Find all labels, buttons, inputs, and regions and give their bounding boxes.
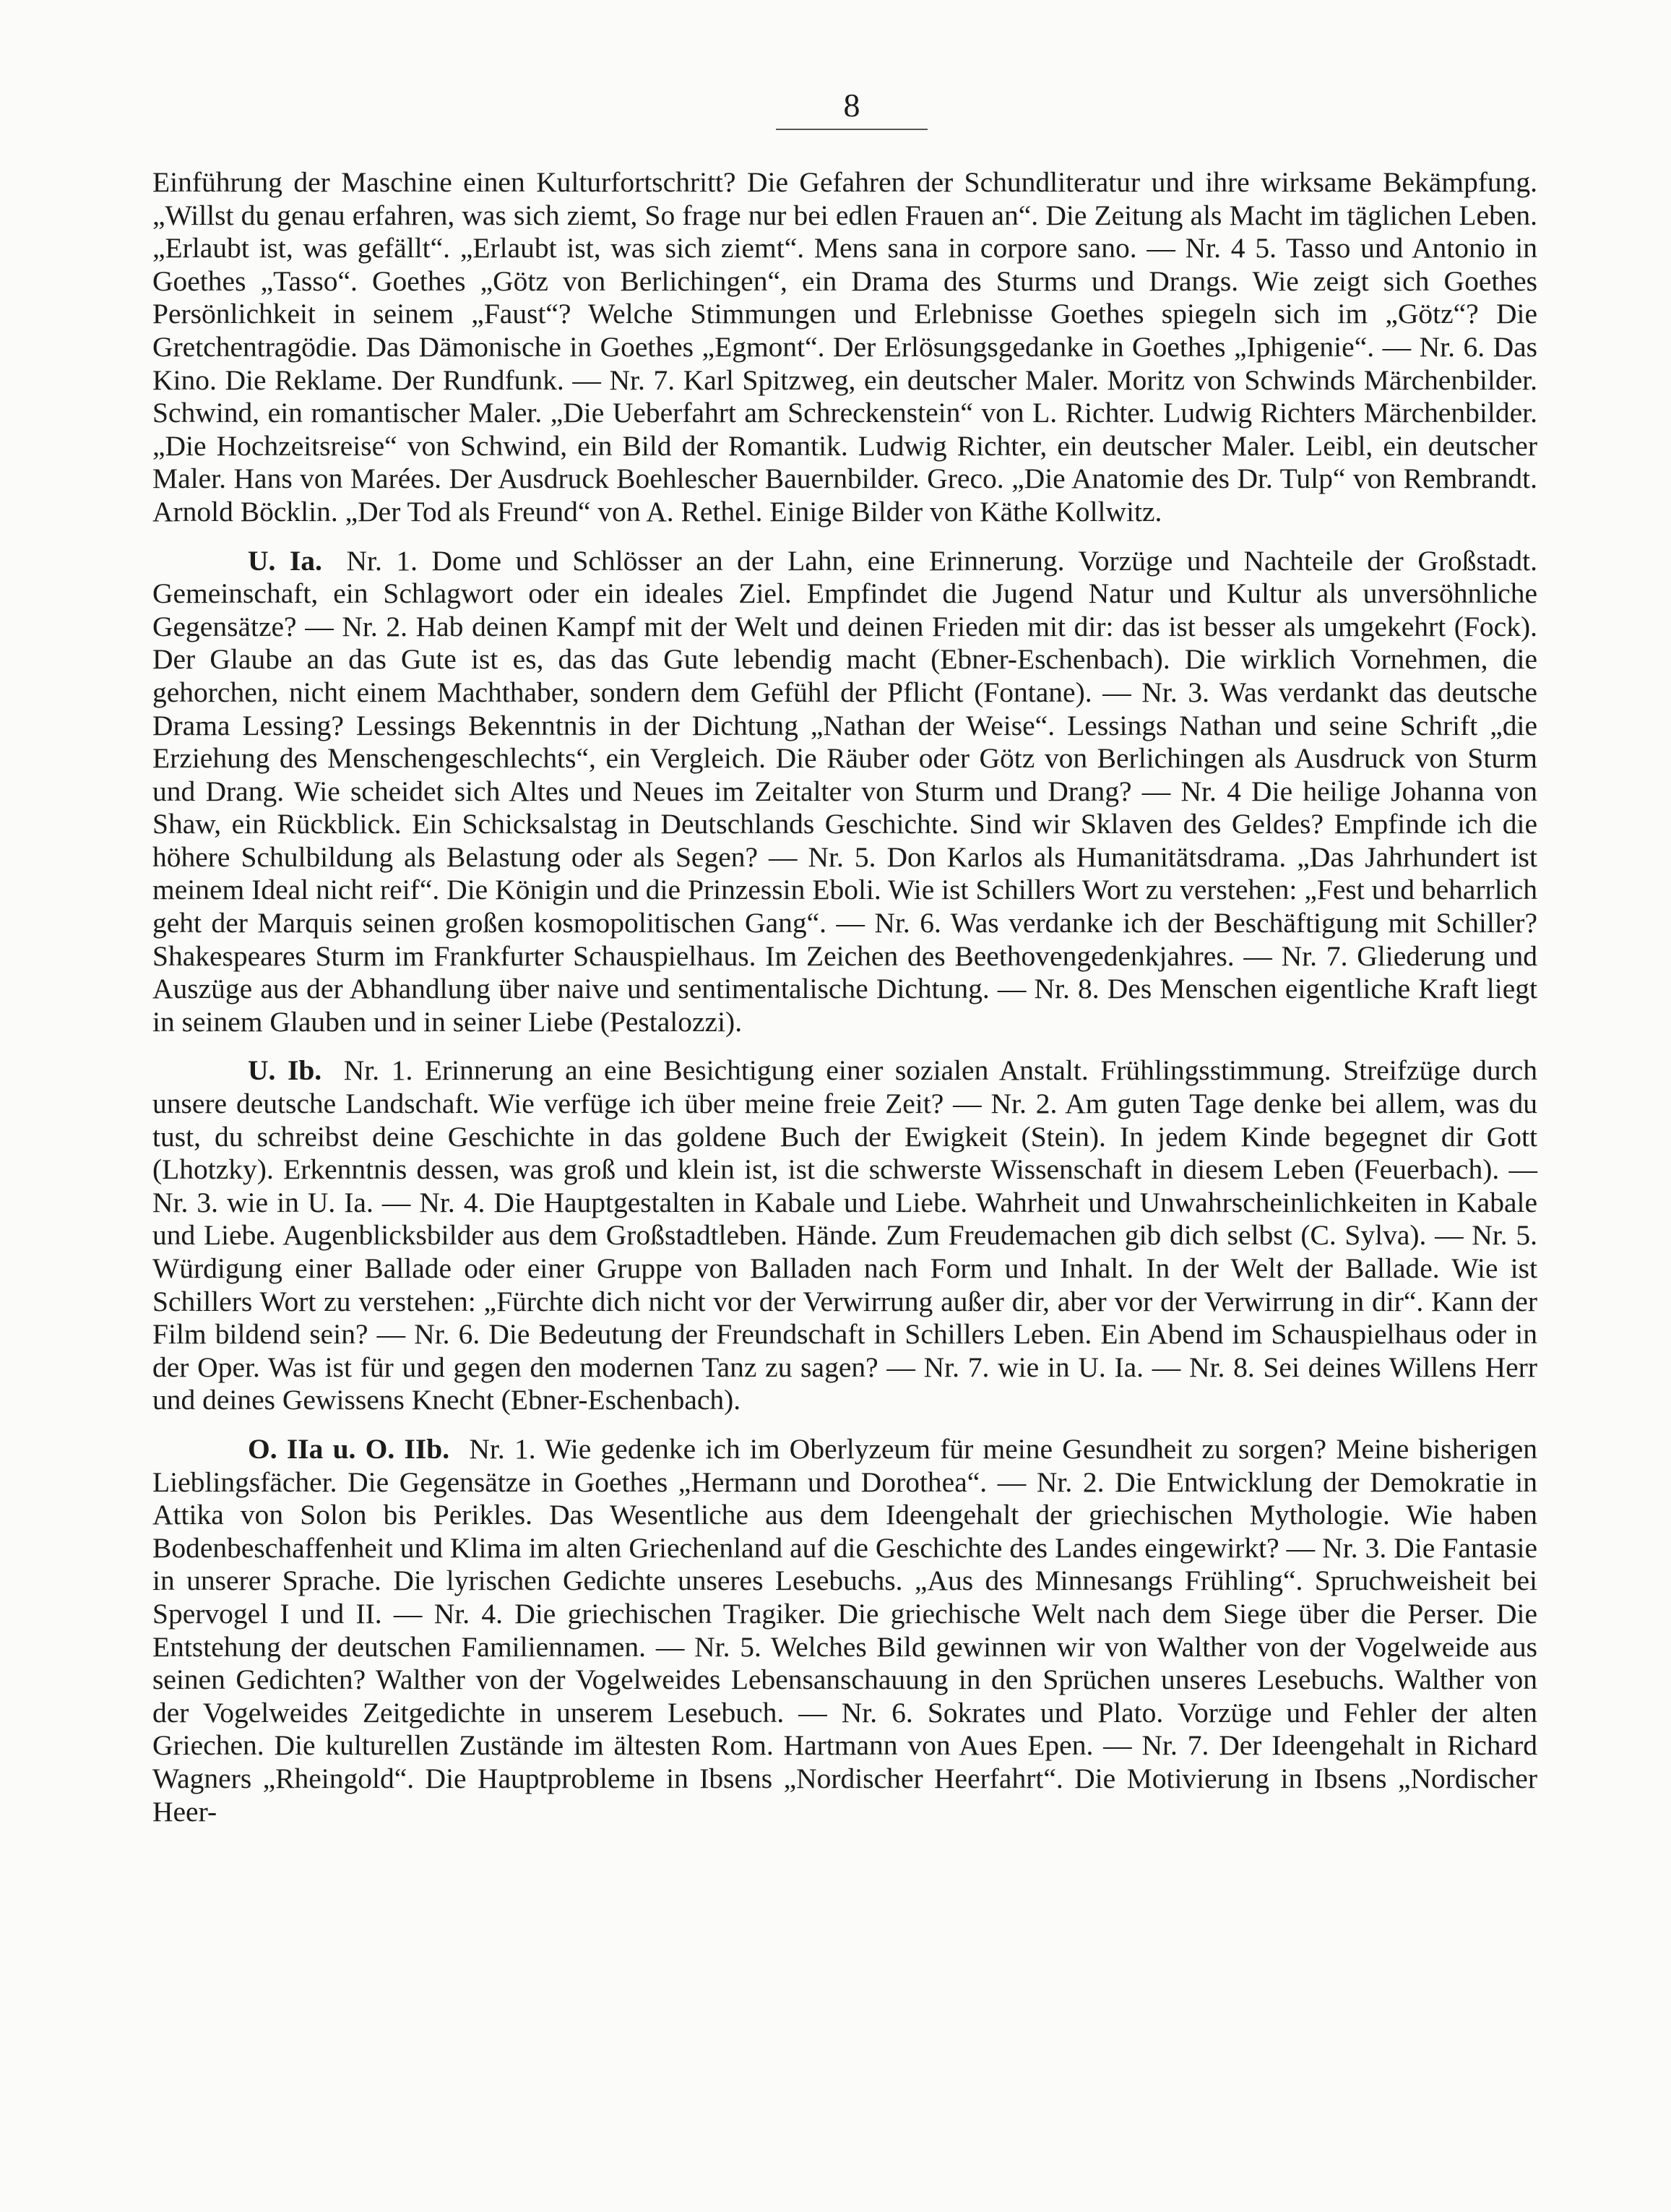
class-label: U. Ia. (248, 544, 322, 577)
paragraph-text: Nr. 1. Dome und Schlösser an der Lahn, eine Erinnerung. Vorzüge und Nachteile der Großstadt. Gemeinschaft, ein Schlagwort oder ein ideales Ziel. Empfindet die Jugend Natur und Kultur als unversöhnliche Gegensätze? — Nr. 2. Hab deinen Kampf mit der Welt und deinen Frieden mit dir: das ist besser als umgekehrt (Fock). Der Glaube an das Gute ist es, das das Gute lebendig macht (Ebner-Eschenbach). Die wirklich Vornehmen, die gehorchen, nicht einem Machthaber, sondern dem Gefühl der Pflicht (Fontane). — Nr. 3. Was verdankt das deutsche Drama Lessing? Lessings Bekenntnis in der Dichtung „Nathan der Weise“. Lessings Nathan und seine Schrift „die Erziehung des Menschengeschlechts“, ein Vergleich. Die Räuber oder Götz von Berlichingen als Ausdruck von Sturm und Drang. Wie scheidet sich Altes und Neues im Zeitalter von Sturm und Drang? — Nr. 4 Die heilige Johanna von Shaw, ein Rückblick. Ein Schicksalstag in Deutschlands Geschichte. Sind wir Sklaven des Geldes? Empfinde ich die höhere Schulbildung als Belastung oder als Segen? — Nr. 5. Don Karlos als Humanitätsdrama. „Das Jahrhundert ist meinem Ideal nicht reif“. Die Königin und die Prinzessin Eboli. Wie ist Schillers Wort zu verstehen: „Fest und beharrlich geht der Marquis seinen großen kosmopolitischen Gang“. — Nr. 6. Was verdanke ich der Beschäftigung mit Schiller? Shakespeares Sturm im Frankfurter Schauspielhaus. Im Zeichen des Beethovengedenkjahres. — Nr. 7. Gliederung und Auszüge aus der Abhandlung über naive und sentimentalische Dichtung. — Nr. 8. Des Menschen eigentliche Kraft liegt in seinem Glauben und in seiner Liebe (Pestalozzi). (152, 544, 1538, 1038)
paragraph-continuation (152, 166, 1537, 529)
paragraph-u-ia (152, 545, 1537, 1039)
paragraph-text: Einführung der Maschine einen Kulturfortschritt? Die Gefahren der Schundliteratur und ihre wirksame Bekämpfung. „Willst du genau erfahren, was sich ziemt, So frage nur bei edlen Frauen an“. Die Zeitung als Macht im täglichen Leben. „Erlaubt ist, was gefällt“. „Erlaubt ist, was sich ziemt“. Mens sana in corpore sano. — Nr. 4 5. Tasso und Antonio in Goethes „Tasso“. Goethes „Götz von Berlichingen“, ein Drama des Sturms und Drangs. Wie zeigt sich Goethes Persönlichkeit in seinem „Faust“? Welche Stimmungen und Erlebnisse Goethes spiegeln sich im „Götz“? Die Gretchentragödie. Das Dämonische in Goethes „Egmont“. Der Erlösungsgedanke in Goethes „Iphigenie“. — Nr. 6. Das Kino. Die Reklame. Der Rundfunk. — Nr. 7. Karl Spitzweg, ein deutscher Maler. Moritz von Schwinds Märchenbilder. Schwind, ein romantischer Maler. „Die Ueberfahrt am Schreckenstein“ von L. Richter. Ludwig Richters Märchenbilder. „Die Hochzeitsreise“ von Schwind, ein Bild der Romantik. Ludwig Richter, ein deutscher Maler. Leibl, ein deutscher Maler. Hans von Marées. Der Ausdruck Boehlescher Bauernbilder. Greco. „Die Anatomie des Dr. Tulp“ von Rembrandt. Arnold Böcklin. „Der Tod als Freund“ von A. Rethel. Einige Bilder von Käthe Kollwitz. (152, 166, 1537, 528)
paragraph-o-iia-o-iib (152, 1433, 1537, 1828)
class-label: U. Ib. (248, 1054, 322, 1087)
header-rule (776, 129, 928, 130)
paragraph-u-ib (152, 1054, 1537, 1417)
page-number: 8 (843, 87, 860, 124)
body-text (152, 166, 1537, 1844)
class-label: O. IIa u. O. IIb. (248, 1432, 450, 1465)
paragraph-text: Nr. 1. Wie gedenke ich im Oberlyzeum für meine Gesundheit zu sorgen? Meine bisherigen Lieblingsfächer. Die Gegensätze in Goethes „Hermann und Dorothea“. — Nr. 2. Die Entwicklung der Demokratie in Attika von Solon bis Perikles. Das Wesentliche aus dem Ideengehalt der griechischen Mythologie. Wie haben Bodenbeschaffenheit und Klima im alten Griechenland auf die Geschichte des Landes eingewirkt? — Nr. 3. Die Fantasie in unserer Sprache. Die lyrischen Gedichte unseres Lesebuchs. „Aus des Minnesangs Frühling“. Spruchweisheit bei Spervogel I und II. — Nr. 4. Die griechischen Tragiker. Die griechische Welt nach dem Siege über die Perser. Die Entstehung der deutschen Familiennamen. — Nr. 5. Welches Bild gewinnen wir von Walther von der Vogelweide aus seinen Gedichten? Walther von der Vogelweides Lebensanschauung in den Sprüchen unseres Lesebuchs. Walther von der Vogelweides Zeitgedichte in unserem Lesebuch. — Nr. 6. Sokrates und Plato. Vorzüge und Fehler der alten Griechen. Die kulturellen Zustände im ältesten Rom. Hartmann von Aues Epen. — Nr. 7. Der Ideengehalt in Richard Wagners „Rheingold“. Die Hauptprobleme in Ibsens „Nordischer Heerfahrt“. Die Motivierung in Ibsens „Nordischer Heer- (152, 1432, 1538, 1828)
paragraph-text: Nr. 1. Erinnerung an eine Besichtigung einer sozialen Anstalt. Frühlingsstimmung. Streifzüge durch unsere deutsche Landschaft. Wie verfüge ich über meine freie Zeit? — Nr. 2. Am guten Tage denke bei allem, was du tust, du schreibst deine Geschichte in das goldene Buch der Ewigkeit (Stein). In jedem Kinde begegnet dir Gott (Lhotzky). Erkenntnis dessen, was groß und klein ist, ist die schwerste Wissenschaft in diesem Leben (Feuerbach). — Nr. 3. wie in U. Ia. — Nr. 4. Die Hauptgestalten in Kabale und Liebe. Wahrheit und Unwahrscheinlichkeiten in Kabale und Liebe. Augenblicksbilder aus dem Großstadtleben. Hände. Zum Freudemachen gib dich selbst (C. Sylva). — Nr. 5. Würdigung einer Ballade oder einer Gruppe von Balladen nach Form und Inhalt. In der Welt der Ballade. Wie ist Schillers Wort zu verstehen: „Fürchte dich nicht vor der Verwirrung außer dir, aber vor der Verwirrung in dir“. Kann der Film bildend sein? — Nr. 6. Die Bedeutung der Freundschaft in Schillers Leben. Ein Abend im Schauspielhaus oder in der Oper. Was ist für und gegen den modernen Tanz zu sagen? — Nr. 7. wie in U. Ia. — Nr. 8. Sei deines Willens Herr und deines Gewissens Knecht (Ebner-Eschenbach). (152, 1054, 1537, 1416)
page-header (776, 85, 928, 130)
